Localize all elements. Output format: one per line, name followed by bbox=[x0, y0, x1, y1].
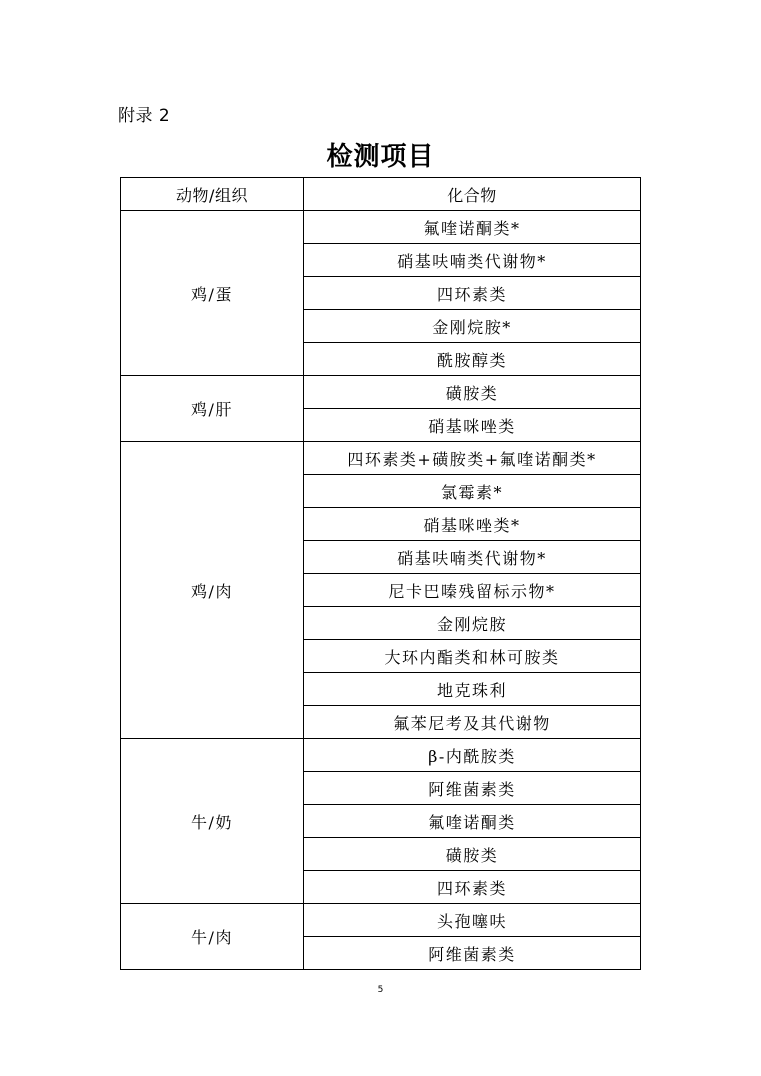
compound-cell: 磺胺类 bbox=[304, 376, 641, 409]
compound-cell: 大环内酯类和林可胺类 bbox=[304, 640, 641, 673]
tissue-cell: 鸡/蛋 bbox=[121, 211, 304, 376]
table-header-row bbox=[121, 178, 641, 211]
table-body bbox=[121, 211, 641, 970]
compound-cell: 头孢噻呋 bbox=[304, 904, 641, 937]
compound-cell: 氟喹诺酮类 bbox=[304, 805, 641, 838]
page-title: 检测项目 bbox=[326, 142, 435, 172]
tissue-cell: 牛/肉 bbox=[121, 904, 304, 970]
compound-cell: 金刚烷胺 bbox=[304, 607, 641, 640]
table-row bbox=[121, 211, 641, 244]
compound-cell: 磺胺类 bbox=[304, 838, 641, 871]
table-row bbox=[121, 442, 641, 475]
page-number: 5 bbox=[377, 985, 384, 995]
tissue-cell: 牛/奶 bbox=[121, 739, 304, 904]
compound-cell: 四环素类+磺胺类+氟喹诺酮类* bbox=[304, 442, 641, 475]
compound-cell: 硝基咪唑类* bbox=[304, 508, 641, 541]
compound-cell: 硝基咪唑类 bbox=[304, 409, 641, 442]
tissue-cell: 鸡/肉 bbox=[121, 442, 304, 739]
table-row bbox=[121, 376, 641, 409]
compound-cell: 四环素类 bbox=[304, 871, 641, 904]
compound-cell: 氯霉素* bbox=[304, 475, 641, 508]
header-tissue: 动物/组织 bbox=[121, 178, 304, 211]
compound-cell: 地克珠利 bbox=[304, 673, 641, 706]
compound-cell: 氟喹诺酮类* bbox=[304, 211, 641, 244]
compound-cell: 金刚烷胺* bbox=[304, 310, 641, 343]
compound-cell: 氟苯尼考及其代谢物 bbox=[304, 706, 641, 739]
compound-cell: 阿维菌素类 bbox=[304, 937, 641, 970]
compound-cell: 尼卡巴嗪残留标示物* bbox=[304, 574, 641, 607]
table-row bbox=[121, 904, 641, 937]
compound-cell: 酰胺醇类 bbox=[304, 343, 641, 376]
compound-cell: 硝基呋喃类代谢物* bbox=[304, 541, 641, 574]
header-compound: 化合物 bbox=[304, 178, 641, 211]
compound-cell: 四环素类 bbox=[304, 277, 641, 310]
compound-cell: 阿维菌素类 bbox=[304, 772, 641, 805]
detection-table bbox=[120, 177, 641, 970]
appendix-label: 附录 2 bbox=[118, 106, 171, 126]
compound-cell: 硝基呋喃类代谢物* bbox=[304, 244, 641, 277]
table-row bbox=[121, 739, 641, 772]
compound-cell: β-内酰胺类 bbox=[304, 739, 641, 772]
tissue-cell: 鸡/肝 bbox=[121, 376, 304, 442]
